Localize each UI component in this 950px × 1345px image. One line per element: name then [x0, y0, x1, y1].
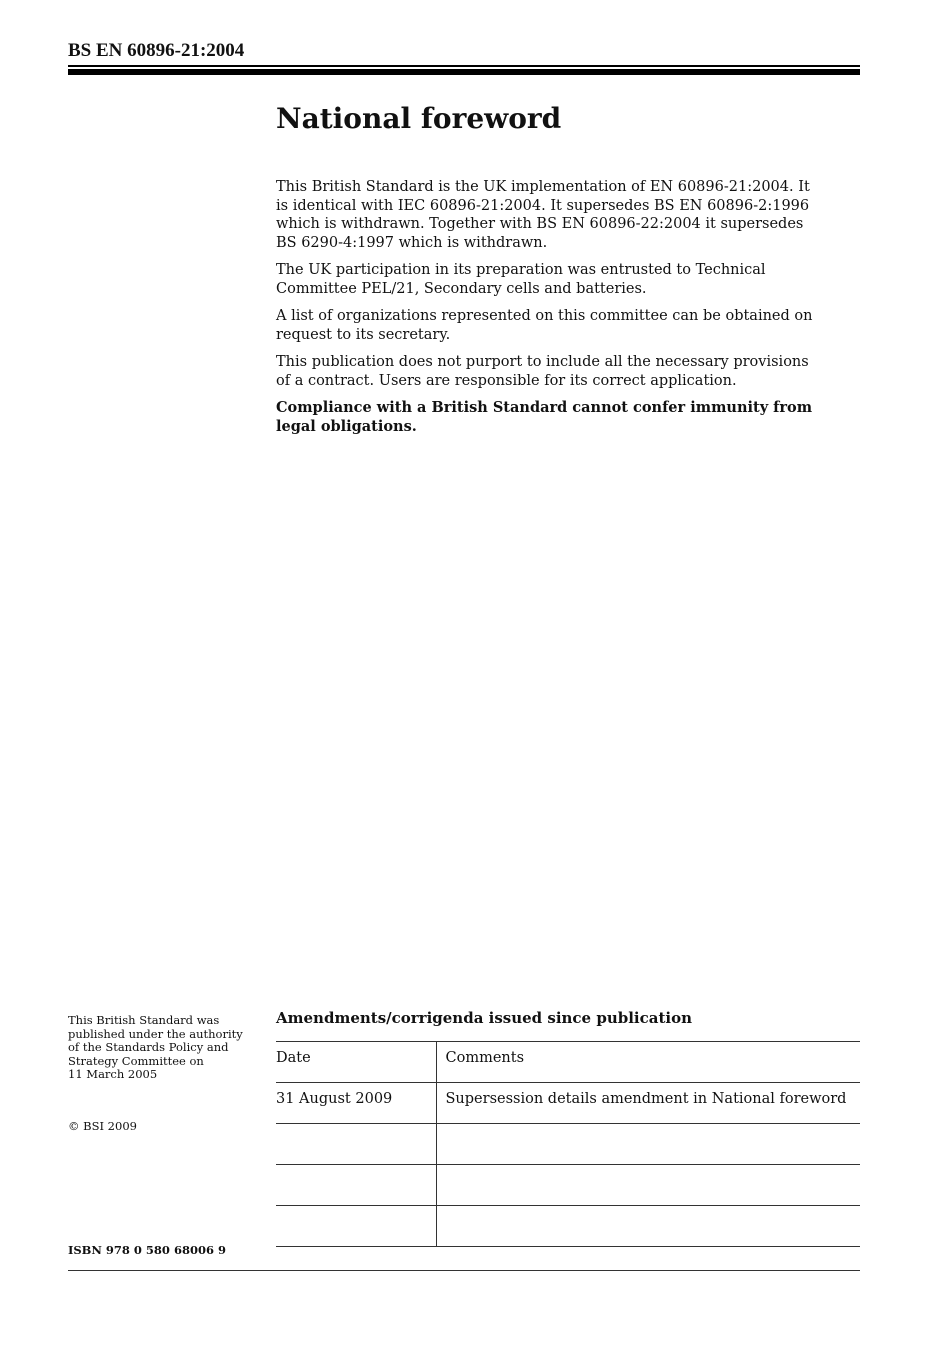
paragraph-organizations: A list of organizations represented on this committee can be obtained on request to its secretary. — [276, 308, 813, 343]
column-header-comments: Comments — [436, 1042, 860, 1083]
amendment-date-cell: 31 August 2009 — [276, 1083, 436, 1124]
publication-note-line: published under the authority — [68, 1026, 243, 1041]
page-title: National foreword — [276, 102, 562, 135]
amendment-comment-cell — [436, 1165, 860, 1206]
amendments-table — [276, 1041, 860, 1247]
document-id: BS EN 60896-21:2004 — [68, 40, 245, 61]
copyright: © BSI 2009 — [68, 1119, 137, 1133]
paragraph-compliance: Compliance with a British Standard cannot confer immunity from legal obligations. — [276, 399, 813, 435]
footer-rule — [68, 1270, 860, 1271]
amendment-date-cell — [276, 1165, 436, 1206]
publication-note-line: 11 March 2005 — [68, 1067, 158, 1081]
table-row — [276, 1083, 860, 1124]
header-rule-thin — [68, 65, 860, 67]
paragraph-implementation: This British Standard is the UK implementation of EN 60896-21:2004. It is identical with IEC 60896-21:2004. It supersedes BS EN 60896-2:1996 which is withdrawn. Together with BS EN 60896-22:2004 it supersedes BS 6290-4:1997 which is withdrawn. — [276, 179, 810, 251]
paragraph-contract: This publication does not purport to include all the necessary provisions of a contract. Users are responsible for its correct application. — [276, 354, 809, 389]
header-rule-thick — [68, 69, 860, 75]
publication-note-line: of the Standards Policy and — [68, 1040, 229, 1054]
table-header-row — [276, 1042, 860, 1083]
amendment-comment-cell — [436, 1206, 860, 1247]
amendments-heading: Amendments/corrigenda issued since publication — [276, 1009, 692, 1027]
amendment-date-cell — [276, 1124, 436, 1165]
column-header-date: Date — [276, 1042, 436, 1083]
table-row — [276, 1165, 860, 1206]
paragraph-committee: The UK participation in its preparation was entrusted to Technical Committee PEL/21, Secondary cells and batteries. — [276, 262, 766, 297]
foreword-body — [276, 178, 821, 445]
table-row — [276, 1206, 860, 1247]
amendment-comment-cell: Supersession details amendment in National foreword — [436, 1083, 860, 1124]
amendment-comment-cell — [436, 1124, 860, 1165]
table-row — [276, 1124, 860, 1165]
amendment-date-cell — [276, 1206, 436, 1247]
publication-note-line: This British Standard was — [68, 1013, 220, 1027]
publication-note — [68, 1014, 258, 1082]
publication-note-line: Strategy Committee on — [68, 1053, 204, 1068]
isbn: ISBN 978 0 580 68006 9 — [68, 1243, 226, 1257]
